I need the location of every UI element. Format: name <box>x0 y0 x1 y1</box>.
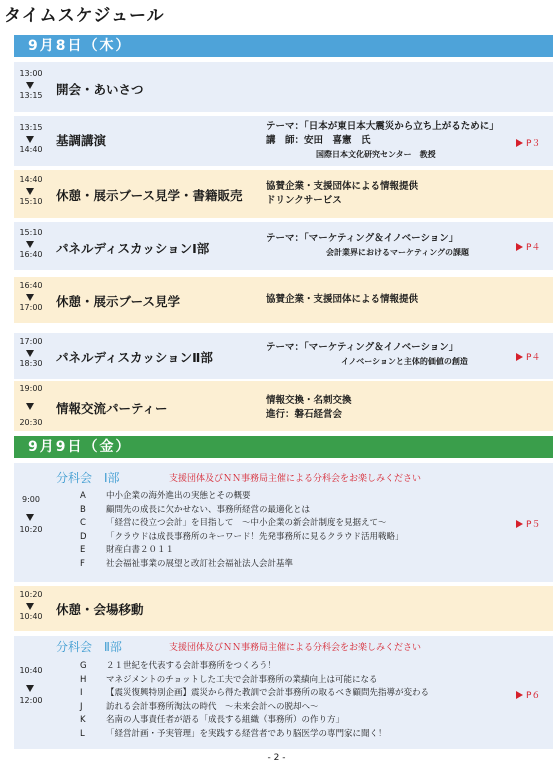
row-title: 情報交流パーティー <box>56 401 168 416</box>
row-title: 休憩・展示ブース見学 <box>56 294 181 309</box>
time-range <box>14 666 48 705</box>
schedule-row-break3 <box>14 586 553 631</box>
row-info <box>266 180 418 208</box>
end-time: 16:40 <box>19 250 43 259</box>
list-item: K 名南の人事責任者が語る「成長する組織（事務所）の作り方」 <box>80 715 345 725</box>
end-time: 20:30 <box>19 418 43 427</box>
list-item: D 「クラウドは成長事務所のキーワード！先発事務所に見るクラウド活用戦略」 <box>80 531 404 542</box>
row-info <box>266 341 468 369</box>
list-item: G ２１世紀を代表する会計事務所をつくろう！ <box>80 661 277 671</box>
page-number: P３ <box>526 139 541 149</box>
theme-text: テーマ：「マーケティング＆イノベーション」 <box>266 233 459 244</box>
breakout-session-2 <box>14 636 553 749</box>
page-number: P４ <box>526 353 541 363</box>
red-triangle-icon <box>516 691 523 699</box>
page-number: P６ <box>526 691 541 701</box>
session-note: 支援団体及びＮＮ事務局主催による分科会をお楽しみください <box>169 474 422 484</box>
down-arrow-icon <box>26 241 34 248</box>
subtitle-text: 会計業界におけるマーケティングの課題 <box>326 248 470 257</box>
list-item: C 「経営に役立つ会計」を目指して ～中小企業の新会計制度を見据えて～ <box>80 518 387 528</box>
session-note: 支援団体及びＮＮ事務局主催による分科会をお楽しみください <box>169 643 422 653</box>
red-triangle-icon <box>516 139 523 147</box>
start-time: 15:10 <box>19 228 43 237</box>
down-arrow-icon <box>26 603 34 610</box>
start-time: 9:00 <box>22 495 40 504</box>
page-reference <box>516 517 540 530</box>
time-range <box>14 337 48 368</box>
start-time: 13:00 <box>19 69 43 78</box>
row-info <box>266 232 469 260</box>
page-reference <box>516 350 540 363</box>
subtitle-text: イノベーションと主体的価値の創造 <box>341 357 468 366</box>
end-time: 10:40 <box>19 612 43 621</box>
schedule-row-break1 <box>14 170 553 218</box>
day2-header: 9月9日（金） <box>14 436 553 458</box>
down-arrow-icon <box>26 188 34 195</box>
theme-text: テーマ：「日本が東日本大震災から立ち上がるために」 <box>266 121 499 132</box>
row-info <box>266 293 418 307</box>
session-item-list <box>80 660 429 741</box>
row-title: 休憩・展示ブース見学・書籍販売 <box>56 188 243 203</box>
row-title: 開会・あいさつ <box>56 82 144 97</box>
end-time: 17:00 <box>19 303 43 312</box>
time-range <box>14 228 48 259</box>
row-title: パネルディスカッションⅠ部 <box>56 241 210 256</box>
start-time: 19:00 <box>19 384 43 393</box>
time-range <box>14 590 48 621</box>
row-info <box>266 394 352 422</box>
info-line: 進行：磐石経営会 <box>266 409 343 420</box>
down-arrow-icon <box>26 82 34 89</box>
schedule-row-panel2 <box>14 333 553 379</box>
session-item-list <box>80 490 404 571</box>
lecturer-text: 講 師：安田 喜憲 氏 <box>266 135 371 146</box>
session-title: 分科会 Ⅰ部 <box>56 471 120 485</box>
end-time: 18:30 <box>19 359 43 368</box>
end-time: 10:20 <box>19 525 43 534</box>
row-title: 休憩・会場移動 <box>56 602 144 617</box>
list-item: F 社会福祉事業の展望と改訂社会福祉法人会計基準 <box>80 558 294 569</box>
day1-header: 9月8日（木） <box>14 35 553 57</box>
time-range <box>14 69 48 100</box>
down-arrow-icon <box>26 136 34 143</box>
down-arrow-icon <box>26 685 34 692</box>
page-number: P４ <box>526 243 541 253</box>
page-reference <box>516 136 540 149</box>
time-range <box>14 123 48 154</box>
list-item: E 財産白書２０１１ <box>80 545 175 555</box>
page-title: タイムスケジュール <box>4 6 165 26</box>
info-line: 協賛企業・支援団体による情報提供 <box>266 181 419 192</box>
start-time: 17:00 <box>19 337 43 346</box>
start-time: 13:15 <box>19 123 43 132</box>
red-triangle-icon <box>516 520 523 528</box>
end-time: 12:00 <box>19 696 43 705</box>
row-info <box>266 120 499 162</box>
schedule-row-keynote <box>14 116 553 166</box>
down-arrow-icon <box>26 403 34 410</box>
end-time: 13:15 <box>19 91 43 100</box>
start-time: 16:40 <box>19 281 43 290</box>
red-triangle-icon <box>516 353 523 361</box>
time-range <box>14 384 48 427</box>
start-time: 10:40 <box>19 666 43 675</box>
start-time: 10:20 <box>19 590 43 599</box>
list-item: B 顧問先の成長に欠かせない、事務所経営の最適化とは <box>80 504 311 515</box>
schedule-row-panel1 <box>14 222 553 270</box>
page-reference <box>516 240 540 253</box>
schedule-row-opening <box>14 62 553 112</box>
down-arrow-icon <box>26 514 34 521</box>
schedule-row-party <box>14 381 553 431</box>
time-range <box>14 281 48 312</box>
time-range <box>14 175 48 206</box>
list-item: A 中小企業の海外進出の実態とその概要 <box>80 491 251 501</box>
breakout-session-1 <box>14 463 553 582</box>
theme-text: テーマ：「マーケティング＆イノベーション」 <box>266 342 459 353</box>
affiliation-text: 国際日本文化研究センター 教授 <box>316 150 436 159</box>
down-arrow-icon <box>26 294 34 301</box>
page-number-footer: - 2 - <box>267 753 286 763</box>
schedule-row-break2 <box>14 277 553 323</box>
info-line: ドリンクサービス <box>266 195 342 206</box>
list-item: I 【震災復興特別企画】震災から得た教訓で会計事務所の取るべき顧問先指導が変わる <box>80 688 430 698</box>
end-time: 15:10 <box>19 197 43 206</box>
red-triangle-icon <box>516 243 523 251</box>
page-number: P５ <box>526 520 541 530</box>
time-range <box>14 495 48 534</box>
list-item: H マネジメントのチョットした工夫で会計事務所の業績向上は可能になる <box>80 674 378 685</box>
info-line: 協賛企業・支援団体による情報提供 <box>266 294 419 305</box>
start-time: 14:40 <box>19 175 43 184</box>
down-arrow-icon <box>26 350 34 357</box>
session-title: 分科会 Ⅱ部 <box>56 640 122 654</box>
list-item: J 訪れる会計事務所淘汰の時代 ～未来会計への脱却へ～ <box>80 701 319 712</box>
row-title: パネルディスカッションⅡ部 <box>56 350 213 365</box>
page-reference <box>516 688 540 701</box>
list-item: L 「経営計画・予実管理」を実践する経営者であり脳医学の専門家に聞く！ <box>80 728 387 739</box>
end-time: 14:40 <box>19 145 43 154</box>
info-line: 情報交換・名刺交換 <box>266 395 352 406</box>
row-title: 基調講演 <box>56 133 107 148</box>
